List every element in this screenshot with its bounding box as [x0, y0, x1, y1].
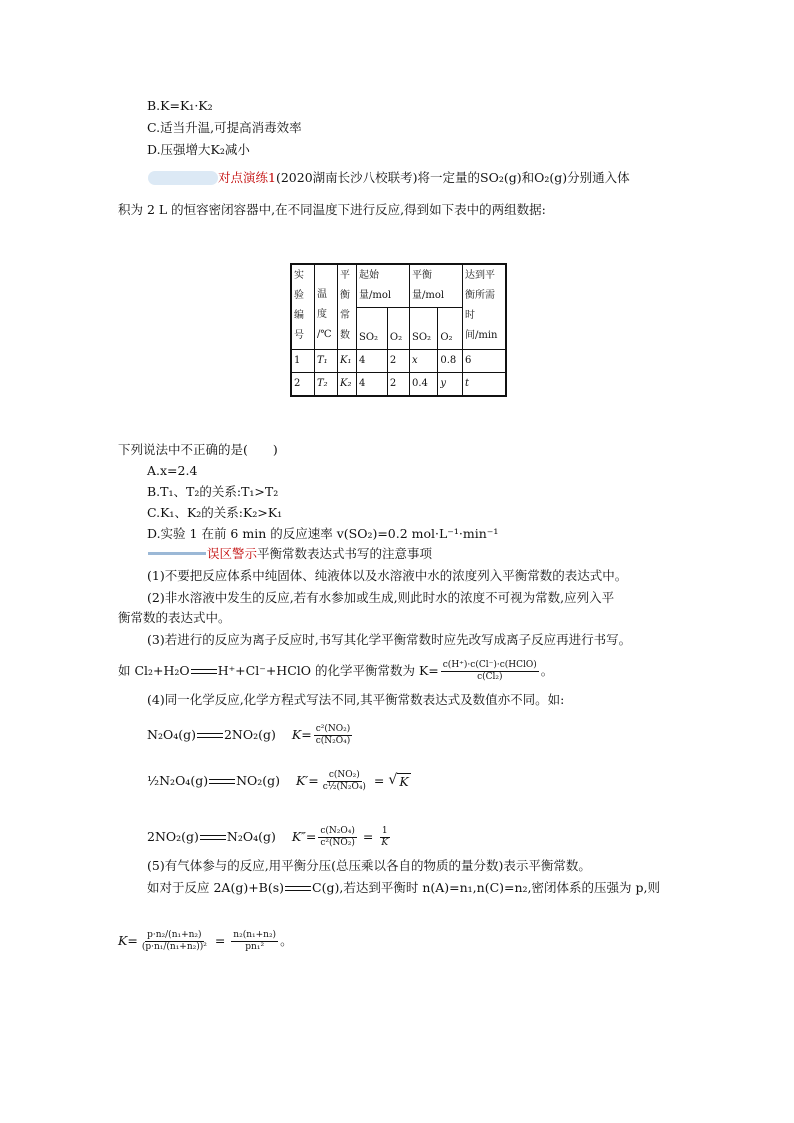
- warning-label-b: 警示: [232, 546, 258, 561]
- exercise-line1: 将一定量的SO₂(g)和O₂(g)分别通入体: [417, 170, 630, 185]
- note-4: (4)同一化学反应,化学方程式写法不同,其平衡常数表达式及数值亦不同。如:: [147, 692, 565, 707]
- exercise-label: 对点演练: [218, 170, 269, 185]
- data-table: [290, 263, 507, 397]
- question-stem: 下列说法中不正确的是( ): [118, 442, 278, 457]
- note-5b: 如对于反应 2A(g)+B(s) C(g),若达到平衡时 n(A)=n₁,n(C)=n₂,密闭体系的压强为 p,则: [147, 880, 660, 895]
- equilibrium-arrow-icon: [200, 833, 226, 842]
- note-1: (1)不要把反应体系中纯固体、纯液体以及水溶液中水的浓度列入平衡常数的表达式中。: [147, 568, 628, 583]
- th-start: 起始量/mol: [357, 264, 410, 308]
- equilibrium-arrow-icon: [209, 777, 235, 786]
- th-temp: 温 度 /℃: [315, 264, 338, 350]
- choice-a: A.x=2.4: [147, 463, 198, 478]
- th-equil: 平衡量/mol: [410, 264, 463, 308]
- kp-expression: K= $\frac{\text{p·n₂/(n₁+n₂)}}{\text{(p·n₁/(n₁+n₂))²}}$ = $\frac{\text{n₂(n₁+n₂)}}{\text{pn₁²}}$ 。: [118, 930, 293, 952]
- th-so2-equil: SO₂: [410, 308, 438, 350]
- note-3a: (3)若进行的反应为离子反应时,书写其化学平衡常数时应先改写成离子反应再进行书写。: [147, 632, 632, 647]
- th-exp-no: 实 验 编 号: [291, 264, 315, 350]
- note-2a: (2)非水溶液中发生的反应,若有水参加或生成,则此时水的浓度不可视为常数,应列入平: [147, 590, 615, 605]
- exercise-line2: 积为 2 L 的恒容密闭容器中,在不同温度下进行反应,得到如下表中的两组数据:: [118, 202, 546, 217]
- exercise-number: 1: [268, 170, 276, 185]
- warning-title: 平衡常数表达式书写的注意事项: [257, 546, 433, 561]
- note-5a: (5)有气体参与的反应,用平衡分压(总压乘以各自的物质的量分数)表示平衡常数。: [147, 858, 591, 873]
- note-3b: 如 Cl₂+H₂O H⁺+Cl⁻+HClO 的化学平衡常数为 K= $\frac{\text{c(H⁺)·c(Cl⁻)·c(HClO)}}{\text{c(Cl₂)}}$ 。: [118, 660, 554, 682]
- th-so2-start: SO₂: [357, 308, 388, 350]
- equilibrium-arrow-icon: [197, 731, 223, 740]
- choice-b: B.T₁、T₂的关系:T₁>T₂: [147, 484, 279, 499]
- exercise-highlight: [148, 171, 218, 185]
- th-o2-start: O₂: [387, 308, 409, 350]
- warning-bar: [148, 552, 206, 555]
- equation-2: ½N₂O₄(g) NO₂(g) K′= $\frac{\text{c(NO₂)}}{\text{c½(N₂O₄)}}$ = √ K: [147, 770, 411, 793]
- option-b-top: B.K=K₁·K₂: [147, 98, 213, 113]
- warning-label-a: 误区: [207, 546, 233, 561]
- equilibrium-arrow-icon: [285, 884, 311, 893]
- option-c-top: C.适当升温,可提高消毒效率: [147, 120, 302, 135]
- choice-c: C.K₁、K₂的关系:K₂>K₁: [147, 505, 283, 520]
- th-time: 达到平衡所需时间/min: [463, 264, 507, 350]
- th-k: 平 衡 常 数: [338, 264, 357, 350]
- warning-heading: [207, 546, 432, 562]
- th-o2-equil: O₂: [438, 308, 463, 350]
- exercise-source: (2020湖南长沙八校联考): [275, 170, 418, 185]
- table-row: 1 T₁ K₁ 4 2 x 0.8 6: [291, 350, 506, 373]
- equation-1: N₂O₄(g) 2NO₂(g) K= $\frac{\text{c²(NO₂)}}{\text{c(N₂O₄)}}$: [147, 724, 351, 746]
- choice-d: D.实验 1 在前 6 min 的反应速率 v(SO₂)=0.2 mol·L⁻¹·min⁻¹: [147, 526, 499, 541]
- note-2b: 衡常数的表达式中。: [118, 610, 231, 625]
- equation-3: 2NO₂(g) N₂O₄(g) K″= $\frac{\text{c(N₂O₄)}}{\text{c²(NO₂)}}$ = $\frac{1}{K}$: [147, 826, 389, 848]
- option-d-top: D.压强增大K₂减小: [147, 142, 250, 157]
- exercise-heading: [218, 170, 630, 186]
- equilibrium-arrow-icon: [191, 667, 217, 676]
- table-row: 2 T₂ K₂ 4 2 0.4 y t: [291, 373, 506, 397]
